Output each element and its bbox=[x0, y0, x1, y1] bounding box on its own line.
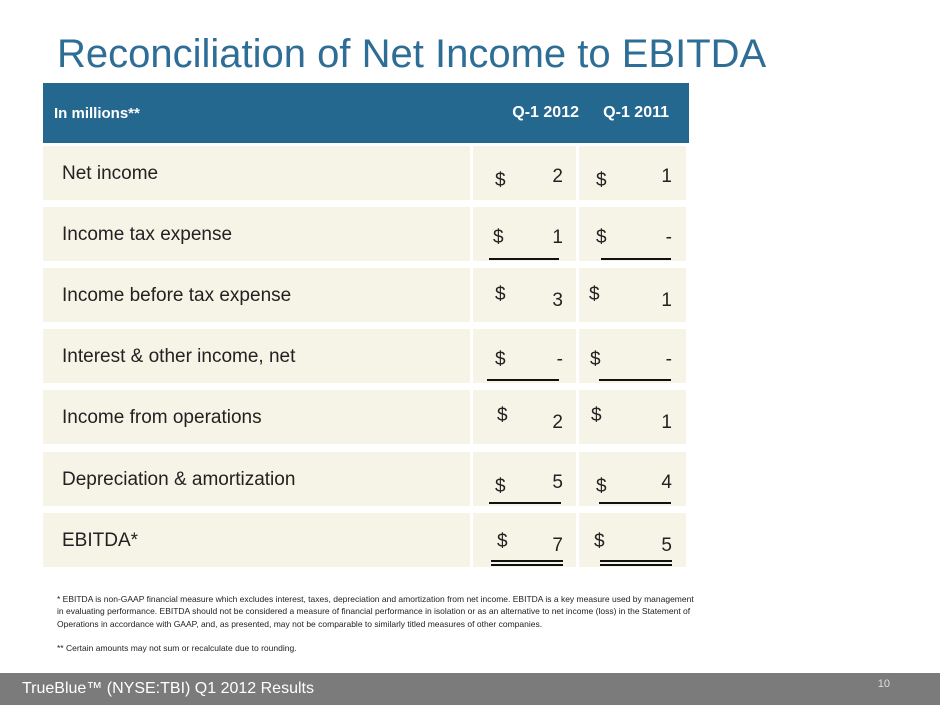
row-label: Income before tax expense bbox=[62, 285, 292, 306]
total-double-underline bbox=[600, 564, 672, 566]
currency-symbol: $ bbox=[495, 170, 506, 191]
footnote-ebitda: * EBITDA is non-GAAP financial measure which excludes interest, taxes, depreciation and amortization from net income. EBITDA is a key measure used by management in evaluating performance. EBITDA should not be considered a measure of financial performance in isolation or as an alternative to net income (loss) in the Statement of Operations in accordance with GAAP, and, as presented, may not be comparable to similarly titled measures of other companies. bbox=[57, 594, 694, 629]
value-q1-2012: - bbox=[556, 349, 563, 370]
table-row bbox=[43, 146, 689, 203]
value-q1-2012: 2 bbox=[552, 166, 563, 187]
row-label: Interest & other income, net bbox=[62, 346, 296, 367]
table-row bbox=[43, 390, 689, 447]
value-q1-2012: 5 bbox=[552, 472, 563, 493]
row-label: Income from operations bbox=[62, 407, 262, 428]
value-q1-2011: 1 bbox=[661, 166, 672, 187]
currency-symbol: $ bbox=[493, 227, 504, 248]
row-label: EBITDA* bbox=[62, 530, 139, 551]
currency-symbol: $ bbox=[495, 349, 506, 370]
value-q1-2011: - bbox=[665, 349, 672, 370]
currency-symbol: $ bbox=[495, 476, 506, 497]
currency-symbol: $ bbox=[495, 284, 506, 305]
currency-symbol: $ bbox=[596, 476, 607, 497]
footnote-rounding: ** Certain amounts may not sum or recalculate due to rounding. bbox=[57, 643, 297, 654]
currency-symbol: $ bbox=[596, 227, 607, 248]
currency-symbol: $ bbox=[497, 531, 508, 552]
value-q1-2012: 1 bbox=[552, 227, 563, 248]
subtotal-underline bbox=[599, 379, 671, 381]
value-q1-2011: - bbox=[665, 227, 672, 248]
subtotal-underline bbox=[489, 502, 561, 504]
total-double-underline bbox=[600, 560, 672, 562]
subtotal-underline bbox=[489, 258, 559, 260]
currency-symbol: $ bbox=[596, 170, 607, 191]
total-double-underline bbox=[491, 564, 563, 566]
page-title: Reconciliation of Net Income to EBITDA bbox=[57, 32, 767, 76]
value-q1-2011: 4 bbox=[661, 472, 672, 493]
row-label: Depreciation & amortization bbox=[62, 469, 296, 490]
subtotal-underline bbox=[599, 502, 671, 504]
table-row bbox=[43, 207, 689, 264]
value-q1-2012: 2 bbox=[552, 412, 563, 433]
table-header bbox=[43, 83, 689, 143]
currency-symbol: $ bbox=[590, 349, 601, 370]
currency-symbol: $ bbox=[589, 284, 600, 305]
table-row bbox=[43, 513, 689, 570]
reconciliation-table bbox=[43, 83, 689, 556]
currency-symbol: $ bbox=[591, 405, 602, 426]
row-label: Net income bbox=[62, 163, 159, 184]
table-row bbox=[43, 268, 689, 325]
value-q1-2012: 7 bbox=[552, 535, 563, 556]
page-number: 10 bbox=[877, 678, 890, 690]
header-col-q1-2011: Q-1 2011 bbox=[603, 104, 669, 121]
header-col-q1-2012: Q-1 2012 bbox=[512, 104, 579, 121]
header-units-label: In millions** bbox=[54, 105, 140, 122]
value-q1-2012: 3 bbox=[552, 290, 563, 311]
value-q1-2011: 5 bbox=[661, 535, 672, 556]
table-row bbox=[43, 452, 689, 509]
currency-symbol: $ bbox=[594, 531, 605, 552]
footer-text: TrueBlue™ (NYSE:TBI) Q1 2012 Results bbox=[22, 680, 314, 697]
total-double-underline bbox=[491, 560, 563, 562]
table-row bbox=[43, 329, 689, 386]
currency-symbol: $ bbox=[497, 405, 508, 426]
value-q1-2011: 1 bbox=[661, 412, 672, 433]
footnotes bbox=[57, 593, 697, 655]
subtotal-underline bbox=[487, 379, 559, 381]
value-q1-2011: 1 bbox=[661, 290, 672, 311]
subtotal-underline bbox=[601, 258, 671, 260]
footer-bar bbox=[0, 673, 940, 705]
row-label: Income tax expense bbox=[62, 224, 233, 245]
